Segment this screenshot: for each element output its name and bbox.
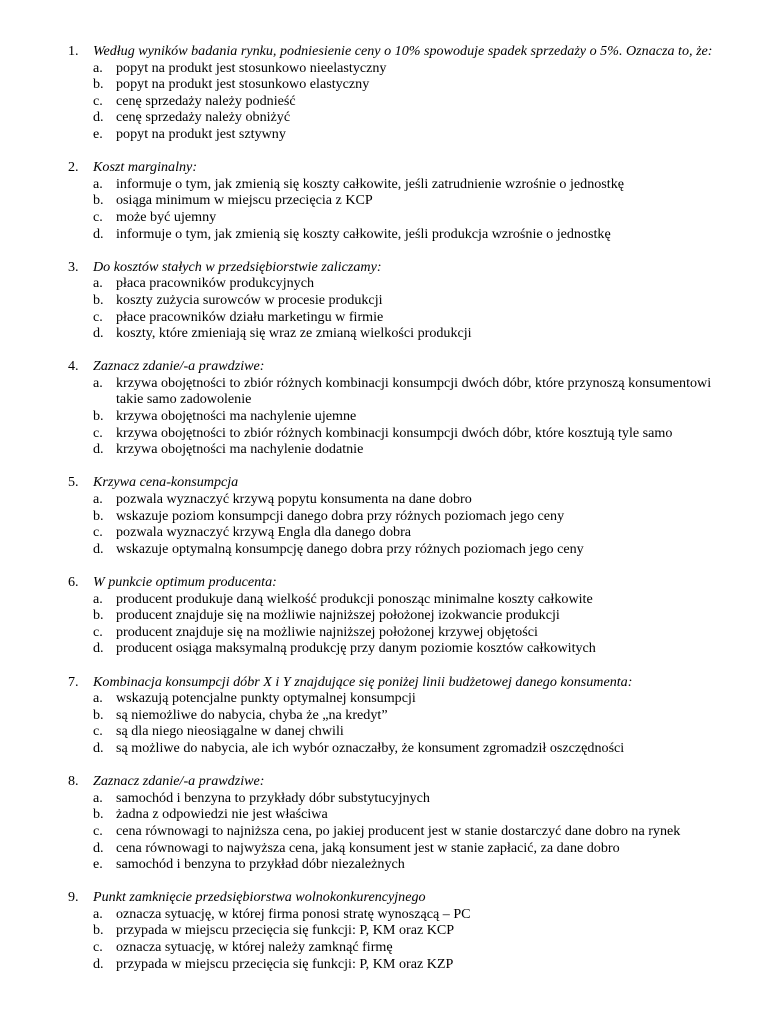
answer-letter: c. (93, 424, 103, 441)
answer-option (0, 192, 768, 209)
answer-option (0, 76, 768, 93)
answer-letter: c. (93, 723, 103, 740)
answer-text: wskazuje optymalną konsumpcję danego dobra przy różnych poziomach jego ceny (116, 540, 584, 557)
answer-letter: a. (93, 690, 103, 707)
answer-letter: d. (93, 540, 104, 557)
answer-option (0, 126, 768, 143)
question-text: Koszt marginalny: (93, 159, 198, 176)
answer-option (0, 707, 768, 724)
question-3 (0, 259, 768, 342)
question-list (0, 43, 768, 989)
answer-letter: a. (93, 905, 103, 922)
answer-option (0, 209, 768, 226)
question-8 (0, 773, 768, 873)
answer-text: wskazują potencjalne punkty optymalnej konsumpcji (116, 690, 416, 707)
answer-option (0, 723, 768, 740)
answer-text: producent produkuje daną wielkość produkcji ponosząc minimalne koszty całkowite (116, 590, 593, 607)
answer-option (0, 524, 768, 541)
answer-letter: a. (93, 59, 103, 76)
answer-text: producent znajduje się na możliwie najniższej położonej krzywej objętości (116, 623, 538, 640)
answer-text: są niemożliwe do nabycia, chyba że „na kredyt” (116, 706, 388, 723)
question-text: Krzywa cena-konsumpcja (93, 474, 239, 491)
answer-option (0, 408, 768, 425)
answer-option (0, 823, 768, 840)
answer-letter: b. (93, 507, 104, 524)
answer-letter: c. (93, 92, 103, 109)
question-text: Kombinacja konsumpcji dóbr X i Y znajdujące się poniżej linii budżetowej danego konsumenta: (93, 673, 633, 690)
answer-option (0, 93, 768, 110)
answer-option (0, 325, 768, 342)
answer-option (0, 690, 768, 707)
answer-option (0, 309, 768, 326)
question-text: Zaznacz zdanie/-a prawdziwe: (93, 773, 265, 790)
answer-letter: a. (93, 175, 103, 192)
answer-letter: a. (93, 590, 103, 607)
question-header (0, 674, 768, 691)
question-header (0, 159, 768, 176)
answer-letter: b. (93, 607, 104, 624)
answer-letter: c. (93, 208, 103, 225)
question-number: 6. (68, 574, 79, 590)
question-header (0, 773, 768, 790)
answer-text: może być ujemny (116, 208, 217, 225)
answer-letter: c. (93, 939, 103, 956)
question-number: 3. (68, 258, 79, 275)
answer-text: producent znajduje się na możliwie najniższej położonej izokwancie produkcji (116, 607, 560, 624)
answer-text: popyt na produkt jest stosunkowo nieelastyczny (116, 59, 387, 76)
answer-option (0, 956, 768, 973)
answer-letter: a. (93, 275, 103, 292)
answer-text: osiąga minimum w miejscu przecięcia z KCP (116, 192, 373, 209)
question-number: 4. (68, 358, 79, 375)
answer-option (0, 541, 768, 558)
question-header (0, 889, 768, 906)
question-1 (0, 43, 768, 143)
answer-letter: d. (93, 325, 104, 342)
answer-text: cena równowagi to najniższa cena, po jakiej producent jest w stanie dostarczyć dane dobro na rynek (116, 822, 681, 839)
answer-text: cenę sprzedaży należy podnieść (116, 92, 296, 109)
question-text: Zaznacz zdanie/-a prawdziwe: (93, 358, 265, 375)
answer-option (0, 226, 768, 243)
answer-letter: b. (93, 291, 104, 308)
answer-option (0, 856, 768, 873)
answer-text: żadna z odpowiedzi nie jest właściwa (116, 806, 328, 823)
question-header (0, 474, 768, 491)
answer-option (0, 840, 768, 857)
question-text: W punkcie optimum producenta: (93, 574, 277, 590)
answer-text: są dla niego nieosiągalne w danej chwili (116, 723, 344, 740)
answer-option (0, 806, 768, 823)
question-9 (0, 889, 768, 972)
answer-option (0, 607, 768, 624)
answer-text: samochód i benzyna to przykłady dóbr substytucyjnych (116, 789, 430, 806)
question-6 (0, 574, 768, 657)
answer-letter: c. (93, 822, 103, 839)
answer-letter: a. (93, 374, 103, 391)
answer-letter: b. (93, 192, 104, 209)
answer-text: krzywa obojętności to zbiór różnych kombinacji konsumpcji dwóch dóbr, które przynoszą konsumentowi takie samo zadowolenie (116, 374, 712, 408)
question-7 (0, 674, 768, 757)
question-text: Do kosztów stałych w przedsiębiorstwie zaliczamy: (93, 258, 382, 275)
question-header (0, 43, 768, 60)
answer-text: są możliwe do nabycia, ale ich wybór oznaczałby, że konsument zgromadził oszczędności (116, 739, 625, 756)
answer-option (0, 939, 768, 956)
answer-letter: b. (93, 922, 104, 939)
question-header (0, 574, 768, 591)
answer-option (0, 441, 768, 458)
question-2 (0, 159, 768, 242)
answer-text: przypada w miejscu przecięcia się funkcji: P, KM oraz KZP (116, 955, 454, 972)
answer-text: cenę sprzedaży należy obniżyć (116, 109, 291, 126)
answer-letter: d. (93, 739, 104, 756)
answer-option (0, 292, 768, 309)
answer-option (0, 922, 768, 939)
answer-letter: b. (93, 408, 104, 425)
answer-text: oznacza sytuację, w której firma ponosi stratę wynoszącą – PC (116, 905, 471, 922)
question-number: 9. (68, 889, 79, 906)
answer-letter: e. (93, 125, 103, 142)
answer-option (0, 109, 768, 126)
answer-text: krzywa obojętności ma nachylenie ujemne (116, 408, 357, 425)
answer-text: krzywa obojętności ma nachylenie dodatnie (116, 441, 364, 458)
question-header (0, 358, 768, 375)
answer-option (0, 640, 768, 657)
answer-text: koszty zużycia surowców w procesie produkcji (116, 291, 383, 308)
question-number: 1. (68, 43, 79, 59)
question-5 (0, 474, 768, 557)
answer-text: cena równowagi to najwyższa cena, jaką konsument jest w stanie zapłacić, za dane dobro (116, 839, 620, 856)
answer-text: informuje o tym, jak zmienią się koszty całkowite, jeśli produkcja wzrośnie o jednostkę (116, 225, 611, 242)
question-number: 2. (68, 159, 79, 176)
answer-option (0, 508, 768, 525)
answer-option (0, 591, 768, 608)
answer-text: popyt na produkt jest stosunkowo elastyczny (116, 76, 370, 93)
answer-letter: d. (93, 640, 104, 657)
question-4 (0, 358, 768, 458)
answer-letter: e. (93, 856, 103, 873)
answer-letter: d. (93, 839, 104, 856)
answer-letter: d. (93, 955, 104, 972)
answer-text: pozwala wyznaczyć krzywą popytu konsumenta na dane dobro (116, 491, 472, 508)
answer-option (0, 176, 768, 193)
answer-option (0, 375, 768, 408)
answer-text: samochód i benzyna to przykład dóbr niezależnych (116, 856, 405, 873)
answer-option (0, 740, 768, 757)
answer-text: popyt na produkt jest sztywny (116, 125, 286, 142)
answer-text: informuje o tym, jak zmienią się koszty całkowite, jeśli zatrudnienie wzrośnie o jednostkę (116, 175, 625, 192)
answer-letter: a. (93, 491, 103, 508)
answer-text: krzywa obojętności to zbiór różnych kombinacji konsumpcji dwóch dóbr, które kosztują tyle samo (116, 424, 673, 441)
answer-text: pozwala wyznaczyć krzywą Engla dla danego dobra (116, 524, 412, 541)
answer-text: płace pracowników działu marketingu w firmie (116, 308, 384, 325)
answer-option (0, 425, 768, 442)
answer-option (0, 906, 768, 923)
question-text: Punkt zamknięcie przedsiębiorstwa wolnokonkurencyjnego (93, 889, 426, 906)
question-number: 7. (68, 673, 79, 690)
answer-option (0, 60, 768, 77)
answer-letter: d. (93, 441, 104, 458)
answer-letter: d. (93, 109, 104, 126)
answer-letter: d. (93, 225, 104, 242)
question-header (0, 259, 768, 276)
answer-option (0, 275, 768, 292)
answer-option (0, 790, 768, 807)
answer-option (0, 491, 768, 508)
answer-letter: b. (93, 76, 104, 93)
question-text: Według wyników badania rynku, podniesienie ceny o 10% spowoduje spadek sprzedaży o 5%. Oznacza to, że: (93, 43, 713, 59)
answer-letter: c. (93, 524, 103, 541)
answer-letter: c. (93, 623, 103, 640)
answer-letter: a. (93, 789, 103, 806)
answer-option (0, 624, 768, 641)
answer-letter: b. (93, 806, 104, 823)
answer-letter: c. (93, 308, 103, 325)
answer-text: przypada w miejscu przecięcia się funkcji: P, KM oraz KCP (116, 922, 455, 939)
answer-text: producent osiąga maksymalną produkcję przy danym poziomie kosztów całkowitych (116, 640, 596, 657)
question-number: 5. (68, 474, 79, 491)
question-number: 8. (68, 773, 79, 790)
answer-text: koszty, które zmieniają się wraz ze zmianą wielkości produkcji (116, 325, 472, 342)
answer-text: oznacza sytuację, w której należy zamknąć firmę (116, 939, 393, 956)
answer-text: wskazuje poziom konsumpcji danego dobra przy różnych poziomach jego ceny (116, 507, 565, 524)
answer-text: płaca pracowników produkcyjnych (116, 275, 315, 292)
answer-letter: b. (93, 706, 104, 723)
